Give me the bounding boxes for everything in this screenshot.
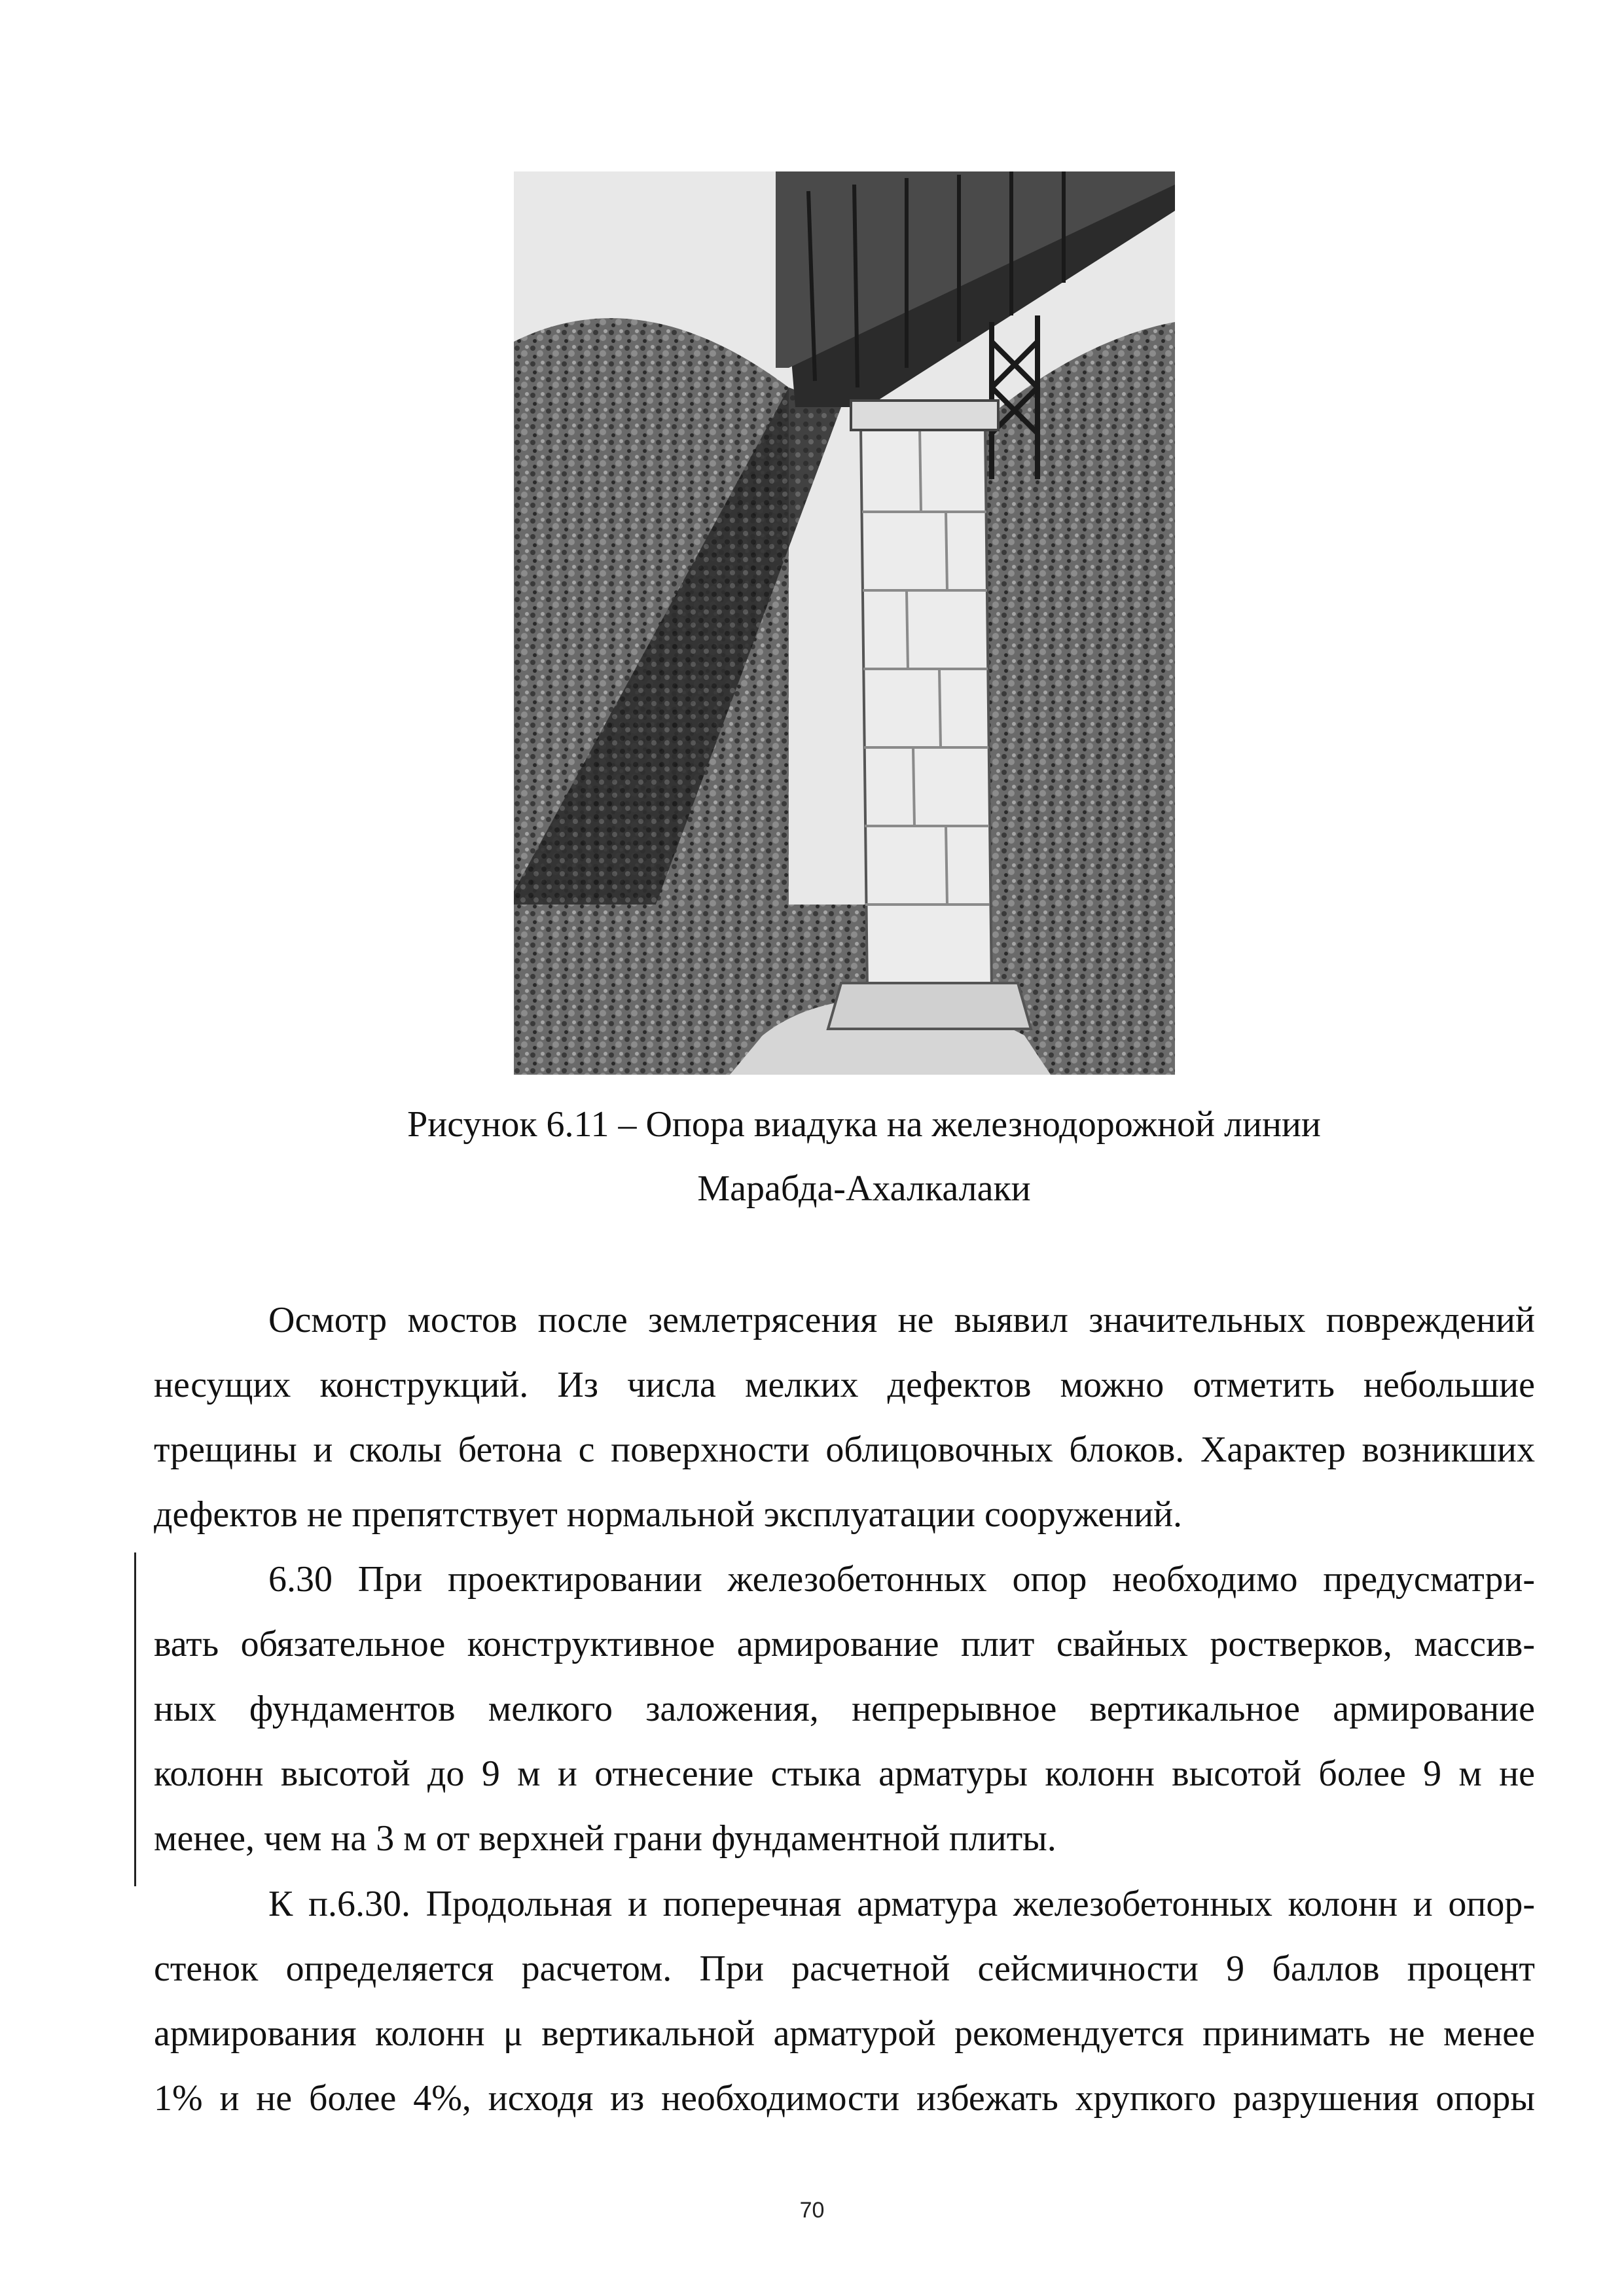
text-line: колонн высотой до 9 м и отнесение стыка арматуры колонн высотой более 9 м не [154,1753,1535,1794]
text-line: менее, чем на 3 м от верхней грани фундаментной плиты. [154,1818,1056,1859]
paragraph-clause-6-30 [154,1547,1535,1871]
paragraph-bridge-inspection [154,1288,1535,1547]
text-line: стенок определяется расчетом. При расчетной сейсмичности 9 баллов процент [154,1948,1535,1989]
page-number: 70 [799,2198,825,2223]
text-line: трещины и сколы бетона с поверхности облицовочных блоков. Характер возникших [154,1429,1535,1470]
text-line: ных фундаментов мелкого заложения, непрерывное вертикальное армирование [154,1689,1535,1729]
photo-illustration [514,171,1175,1075]
paragraph-commentary-6-30 [154,1872,1535,2131]
text-line: армирования колонн μ вертикальной арматурой рекомендуется принимать не менее [154,2013,1535,2054]
revision-bar [134,1552,136,1886]
text-line: несущих конструкций. Из числа мелких дефектов можно отметить небольшие [154,1365,1535,1405]
figure-caption-line2: Марабда-Ахалкалаки [697,1168,1031,1209]
text-line: вать обязательное конструктивное армирование плит свайных ростверков, массив- [154,1624,1535,1664]
text-line: К п.6.30. Продольная и поперечная арматура железобетонных колонн и опор- [268,1884,1535,1924]
text-line: 6.30 При проектировании железобетонных опор необходимо предусматри- [268,1559,1535,1600]
text-line: Осмотр мостов после землетрясения не выявил значительных повреждений [268,1300,1535,1340]
viaduct-pier-photo [514,171,1175,1075]
figure-caption-line1: Рисунок 6.11 – Опора виадука на железнодорожной линии [407,1104,1321,1145]
text-line: дефектов не препятствует нормальной эксплуатации сооружений. [154,1494,1183,1535]
text-line: 1% и не более 4%, исходя из необходимости избежать хрупкого разрушения опоры [154,2078,1535,2119]
